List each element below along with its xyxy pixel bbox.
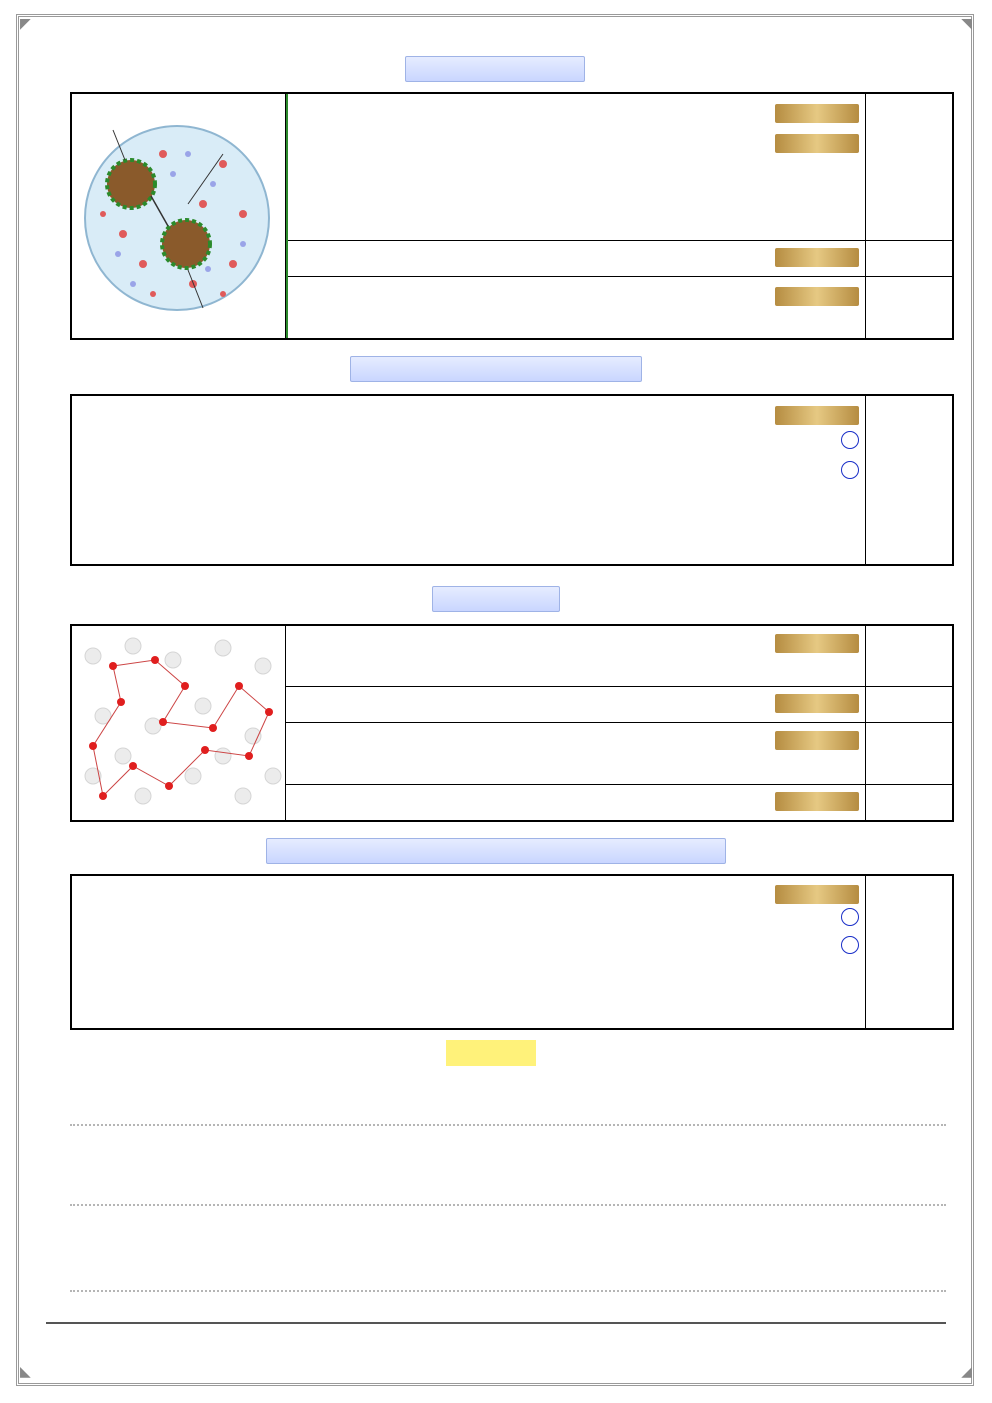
number-badge bbox=[841, 461, 859, 479]
exercise-question bbox=[70, 1150, 948, 1184]
author-tag bbox=[775, 134, 859, 153]
row-text bbox=[286, 687, 865, 722]
row-label bbox=[865, 876, 952, 1028]
author-badge bbox=[808, 1150, 946, 1184]
section-title-brownian bbox=[432, 586, 560, 612]
row-text bbox=[286, 785, 865, 820]
author-tag bbox=[775, 694, 859, 713]
row-text bbox=[288, 94, 865, 240]
row-text bbox=[286, 626, 865, 686]
row-text bbox=[288, 277, 865, 338]
author-badge bbox=[808, 1070, 946, 1104]
section-title-electrostatic bbox=[405, 56, 585, 82]
row-label bbox=[865, 396, 952, 564]
row-text bbox=[72, 876, 865, 1028]
author-tag bbox=[775, 731, 859, 750]
number-badge bbox=[841, 431, 859, 449]
row-label bbox=[865, 626, 952, 686]
row-result bbox=[286, 784, 952, 820]
row-label bbox=[865, 277, 952, 338]
row-label bbox=[865, 785, 952, 820]
author-tag bbox=[775, 406, 859, 425]
author-tag bbox=[775, 792, 859, 811]
author-tag bbox=[775, 104, 859, 123]
author-tag bbox=[775, 885, 859, 904]
exercise-question bbox=[70, 1070, 948, 1104]
author-tag bbox=[775, 248, 859, 267]
answer-line[interactable] bbox=[70, 1204, 946, 1206]
row-disruption bbox=[288, 276, 952, 338]
row-label bbox=[865, 94, 952, 240]
row-destroy bbox=[72, 396, 952, 564]
row-label bbox=[865, 687, 952, 722]
row-label bbox=[865, 241, 952, 276]
row-cause bbox=[286, 722, 952, 784]
side-name-strip bbox=[24, 70, 58, 1300]
destroy-table bbox=[70, 394, 954, 566]
row-no-settle bbox=[72, 876, 952, 1028]
header-name-strip bbox=[45, 22, 950, 54]
section-title-no-settle bbox=[266, 838, 726, 864]
author-tag bbox=[775, 634, 859, 653]
section-title-destroy bbox=[350, 356, 642, 382]
row-label bbox=[865, 723, 952, 784]
row-text bbox=[286, 723, 865, 784]
corner-ornament-icon: ◥ bbox=[961, 16, 972, 32]
brownian-motion-diagram bbox=[72, 626, 286, 820]
exercise-question bbox=[70, 1230, 948, 1264]
page-footer bbox=[46, 1322, 946, 1352]
answer-line[interactable] bbox=[70, 1124, 946, 1126]
exercises-title bbox=[446, 1040, 536, 1066]
corner-ornament-icon: ◣ bbox=[20, 1364, 31, 1380]
colloid-particle-diagram bbox=[72, 94, 286, 338]
row-discovery bbox=[286, 686, 952, 722]
row-text bbox=[288, 241, 865, 276]
no-settle-table bbox=[70, 874, 954, 1030]
answer-line[interactable] bbox=[70, 1290, 946, 1292]
row-text bbox=[72, 396, 865, 564]
corner-ornament-icon: ◢ bbox=[961, 1364, 972, 1380]
row-definition bbox=[286, 626, 952, 686]
corner-ornament-icon: ◤ bbox=[20, 16, 31, 32]
author-tag bbox=[775, 287, 859, 306]
row-formation-cause bbox=[288, 94, 952, 240]
electrostatic-table bbox=[70, 92, 954, 340]
number-badge bbox=[841, 908, 859, 926]
author-badge bbox=[808, 1230, 946, 1264]
brownian-table bbox=[70, 624, 954, 822]
row-role bbox=[288, 240, 952, 276]
number-badge bbox=[841, 936, 859, 954]
